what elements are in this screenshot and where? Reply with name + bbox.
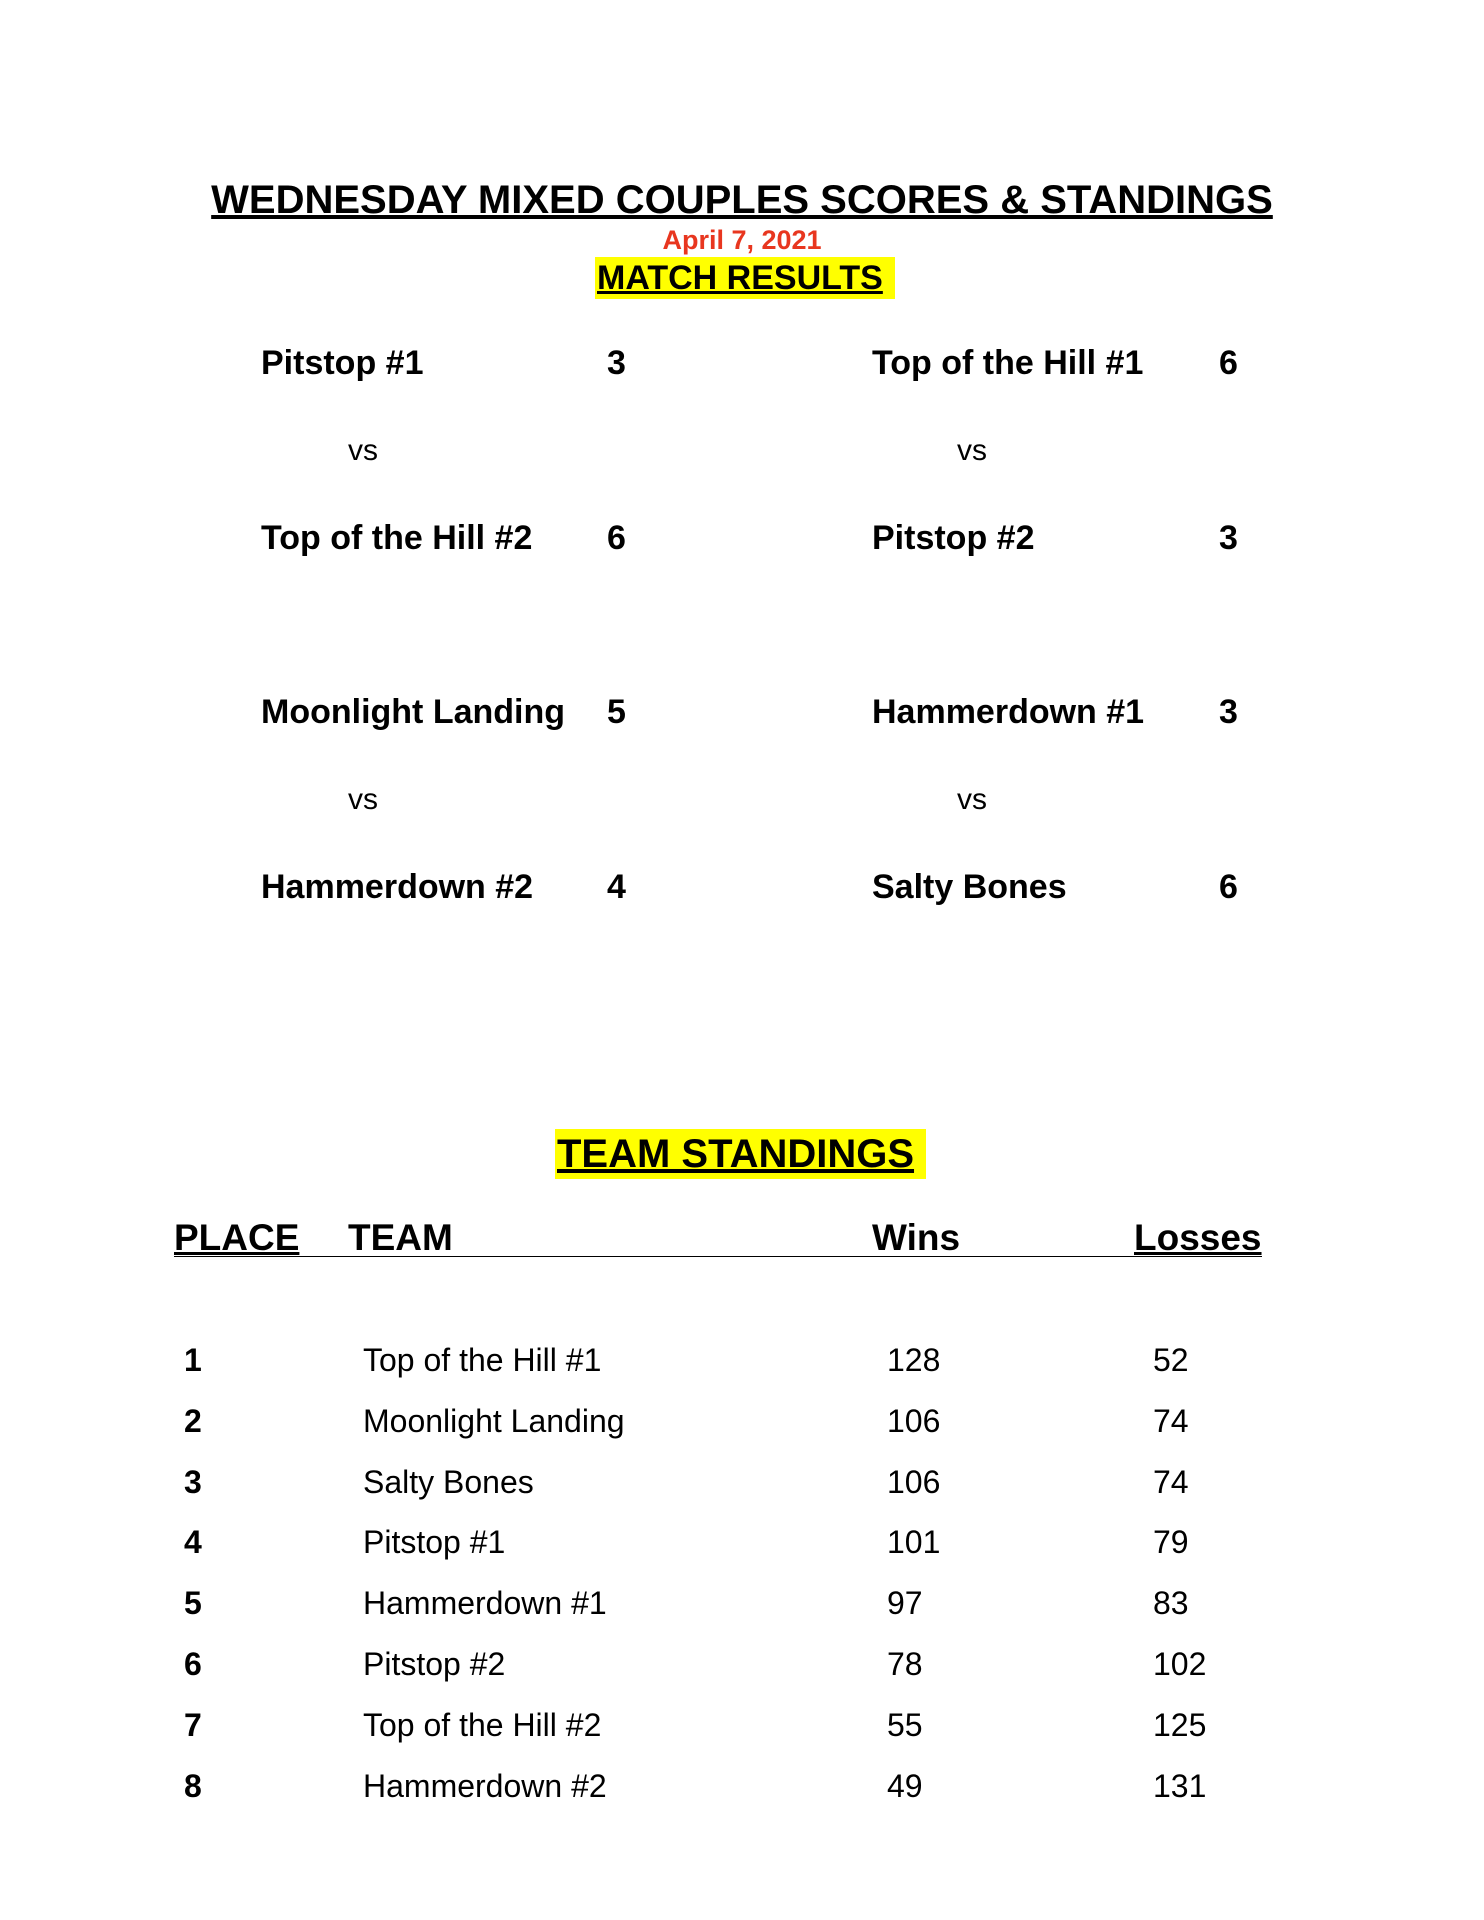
match-vs: vs [348,434,378,467]
row-team: Top of the Hill #2 [363,1707,602,1743]
match-team-1: Hammerdown #1 [872,693,1145,731]
row-place: 7 [184,1707,202,1743]
row-team: Pitstop #2 [363,1646,506,1682]
row-losses: 102 [1153,1646,1207,1682]
row-wins: 106 [887,1403,941,1439]
row-losses: 79 [1153,1524,1189,1560]
date-label: April 7, 2021 [662,225,822,255]
match-score-2: 4 [607,868,626,906]
row-wins: 97 [887,1585,923,1621]
match-team-2: Pitstop #2 [872,519,1035,557]
match-score-2: 6 [607,519,626,557]
row-losses: 131 [1153,1768,1207,1804]
match-team-2: Salty Bones [872,868,1067,906]
match-team-1: Top of the Hill #1 [872,344,1144,382]
table-row [0,1583,1484,1623]
row-place: 3 [184,1464,202,1500]
table-row [0,1340,1484,1380]
row-losses: 125 [1153,1707,1207,1743]
match-vs: vs [348,783,378,816]
row-team: Salty Bones [363,1464,534,1500]
match-team-1: Moonlight Landing [261,693,566,731]
match-score-1: 5 [607,693,626,731]
table-row [0,1462,1484,1502]
row-wins: 106 [887,1464,941,1500]
match-score-2: 3 [1219,519,1238,557]
match-team-2: Hammerdown #2 [261,868,534,906]
row-team: Moonlight Landing [363,1403,625,1439]
match-score-1: 3 [1219,693,1238,731]
table-row [0,1766,1484,1806]
row-place: 8 [184,1768,202,1804]
row-place: 6 [184,1646,202,1682]
row-wins: 55 [887,1707,923,1743]
column-header-wins: Wins [872,1217,961,1258]
row-team: Hammerdown #2 [363,1768,607,1804]
table-row [0,1401,1484,1441]
page-title: WEDNESDAY MIXED COUPLES SCORES & STANDINGS [211,178,1273,222]
column-header-team: TEAM [348,1217,453,1258]
match-team-1: Pitstop #1 [261,344,424,382]
match-team-2: Top of the Hill #2 [261,519,533,557]
row-place: 5 [184,1585,202,1621]
match-score-1: 3 [607,344,626,382]
table-row [0,1522,1484,1562]
row-wins: 101 [887,1524,941,1560]
table-row [0,1705,1484,1745]
row-losses: 74 [1153,1464,1189,1500]
row-place: 4 [184,1524,202,1560]
table-row [0,1644,1484,1684]
team-standings-heading: TEAM STANDINGS [555,1129,926,1179]
match-results-heading: MATCH RESULTS [595,257,895,299]
row-wins: 128 [887,1342,941,1378]
row-losses: 83 [1153,1585,1189,1621]
match-score-1: 6 [1219,344,1238,382]
column-header-losses: Losses [1134,1217,1262,1258]
match-vs: vs [957,434,987,467]
row-losses: 52 [1153,1342,1189,1378]
row-team: Hammerdown #1 [363,1585,607,1621]
row-place: 2 [184,1403,202,1439]
column-header-place: PLACE [174,1217,300,1258]
row-place: 1 [184,1342,202,1378]
match-score-2: 6 [1219,868,1238,906]
row-losses: 74 [1153,1403,1189,1439]
row-team: Pitstop #1 [363,1524,506,1560]
row-team: Top of the Hill #1 [363,1342,602,1378]
match-vs: vs [957,783,987,816]
header-rule [174,1256,1262,1257]
row-wins: 49 [887,1768,923,1804]
row-wins: 78 [887,1646,923,1682]
